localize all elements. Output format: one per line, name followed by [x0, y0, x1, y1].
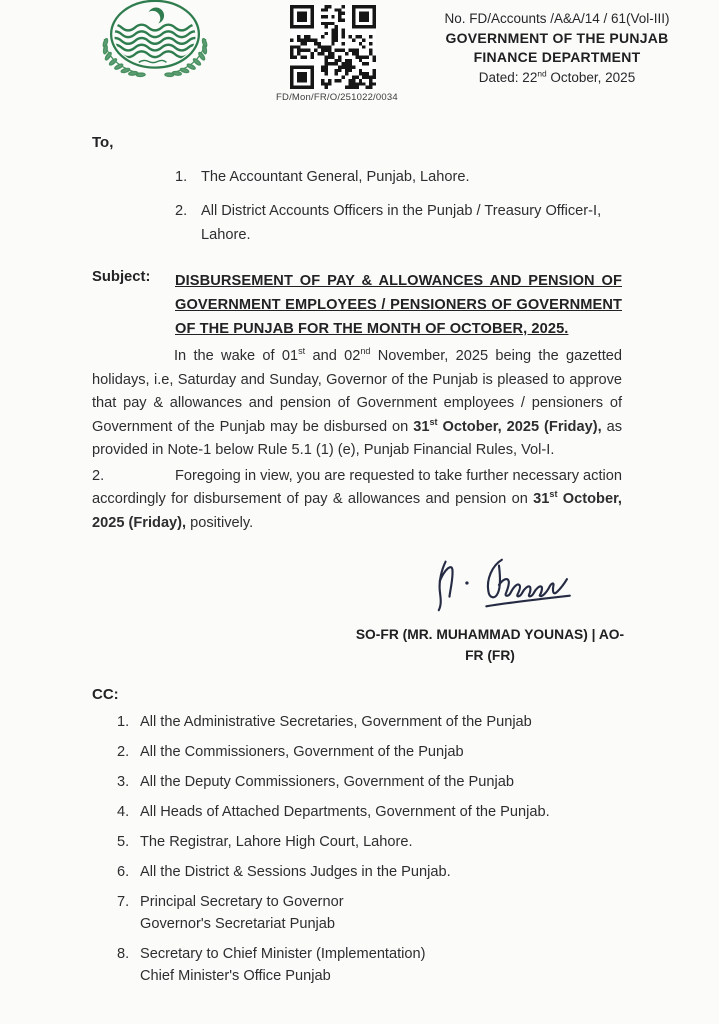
cc-number: 4. — [117, 804, 130, 820]
paragraph-1: In the wake of 01st and 02nd November, 2025 being the gazetted holidays, i.e, Saturday and Sunday, Governor of the Punjab is pleased to approve that pay & allowances and pension of Government employees / pensioners of Government of the Punjab may be disbursed on 31st October, 2025 (Friday), as provided in Note-1 below Rule 5.1 (1) (e), Punjab Financial Rules, Vol-I. — [92, 346, 623, 458]
cc-item — [117, 771, 622, 793]
recipient-text: The Accountant General, Punjab, Lahore. — [201, 169, 470, 185]
cc-item — [117, 943, 622, 987]
letterhead — [0, 0, 719, 112]
cc-item — [117, 831, 622, 853]
signature-block — [340, 551, 640, 666]
handwritten-signature — [432, 551, 597, 617]
letterhead-text — [404, 9, 710, 87]
cc-text: Secretary to Chief Minister (Implementation) — [140, 946, 426, 962]
paragraph-2-number: 2. — [92, 467, 105, 484]
subject-row — [92, 269, 622, 341]
recipient-number: 1. — [175, 169, 188, 185]
cc-text: The Registrar, Lahore High Court, Lahore. — [140, 834, 413, 850]
paragraph-2-text: Foregoing in view, you are requested to take further necessary action accordingly for disbursement of pay & allowances and pension on 31st October, 2025 (Friday), positively. — [92, 467, 622, 531]
recipient-item — [175, 165, 622, 189]
cc-number: 8. — [117, 946, 130, 962]
cc-text: Principal Secretary to Governor — [140, 894, 344, 910]
cc-text: Governor's Secretariat Punjab — [140, 916, 336, 932]
reference-number: No. FD/Accounts /A&A/14 / 61(Vol-III) — [444, 11, 670, 26]
cc-number: 6. — [117, 864, 130, 880]
letter-body — [0, 134, 719, 987]
recipient-text: All District Accounts Officers in the Punjab / Treasury Officer-I, Lahore. — [201, 203, 602, 243]
signatory-line-1: SO-FR (MR. MUHAMMAD YOUNAS) | AO- — [355, 627, 625, 642]
date-line: Dated: 22nd October, 2025 — [478, 68, 636, 85]
cc-number: 1. — [117, 714, 130, 730]
to-label: To, — [92, 134, 114, 151]
cc-number: 5. — [117, 834, 130, 850]
cc-item — [117, 861, 622, 883]
cc-item — [117, 801, 622, 823]
qr-caption: FD/Mon/FR/O/251022/0034 — [276, 92, 398, 103]
recipients-list — [175, 165, 622, 247]
org-name: GOVERNMENT OF THE PUNJAB — [445, 29, 669, 46]
cc-text: All the District & Sessions Judges in the Punjab. — [140, 864, 451, 880]
cc-number: 7. — [117, 894, 130, 910]
cc-item — [117, 891, 622, 935]
dept-name: FINANCE DEPARTMENT — [473, 49, 641, 65]
signatory-designation — [340, 624, 640, 666]
signatory-line-2: FR (FR) — [465, 648, 515, 663]
subject-text: DISBURSEMENT OF PAY & ALLOWANCES AND PENSION OF GOVERNMENT EMPLOYEES / PENSIONERS OF GOVERNMENT OF THE PUNJAB FOR THE MONTH OF OCTOBER, 2025. — [175, 273, 622, 337]
paragraph-2 — [92, 465, 622, 536]
cc-item — [117, 741, 622, 763]
cc-text: All the Administrative Secretaries, Government of the Punjab — [140, 714, 532, 730]
cc-number: 2. — [117, 744, 130, 760]
cc-item — [117, 711, 622, 733]
subject-label: Subject: — [92, 269, 151, 285]
cc-text: Chief Minister's Office Punjab — [140, 968, 331, 984]
recipient-item — [175, 199, 622, 247]
cc-list — [117, 711, 622, 987]
punjab-emblem-icon — [93, 0, 217, 80]
cc-number: 3. — [117, 774, 130, 790]
cc-text: All Heads of Attached Departments, Government of the Punjab. — [140, 804, 550, 820]
qr-block — [276, 5, 398, 103]
cc-label: CC: — [92, 686, 119, 703]
recipient-number: 2. — [175, 203, 188, 219]
cc-text: All the Commissioners, Government of the Punjab — [140, 744, 464, 760]
qr-code-icon — [290, 5, 376, 89]
cc-text: All the Deputy Commissioners, Government of the Punjab — [140, 774, 514, 790]
